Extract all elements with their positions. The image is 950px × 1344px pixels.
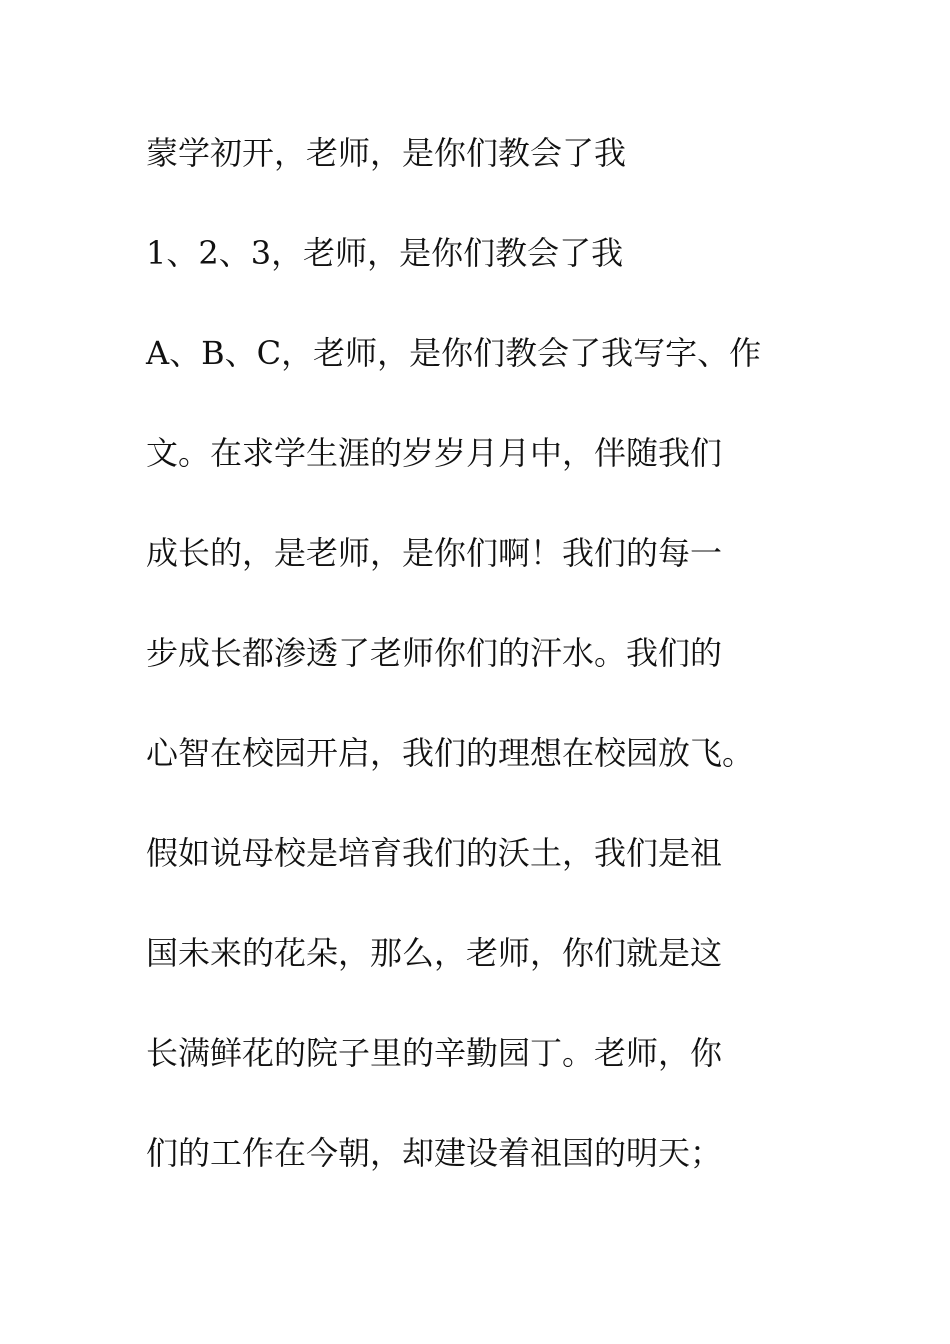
text-line: 文。在求学生涯的岁岁月月中，伴随我们 [146,434,723,472]
text-line: 假如说母校是培育我们的沃土，我们是祖 [146,834,723,872]
text-line: 们的工作在今朝，却建设着祖国的明天； [146,1134,723,1172]
text-line: 成长的，是老师，是你们啊！我们的每一 [146,534,723,572]
text-line: 1、2、3，老师，是你们教会了我 [146,234,624,272]
text-line: 长满鲜花的院子里的辛勤园丁。老师，你 [146,1034,723,1072]
body-text [146,128,826,1228]
text-line: 蒙学初开，老师，是你们教会了我 [146,134,627,172]
text-line: 步成长都渗透了老师你们的汗水。我们的 [146,634,723,672]
text-line: 心智在校园开启，我们的理想在校园放飞。 [146,734,755,772]
text-line: A、B、C，老师，是你们教会了我写字、作 [146,334,762,372]
text-line: 国未来的花朵，那么，老师，你们就是这 [146,934,723,972]
